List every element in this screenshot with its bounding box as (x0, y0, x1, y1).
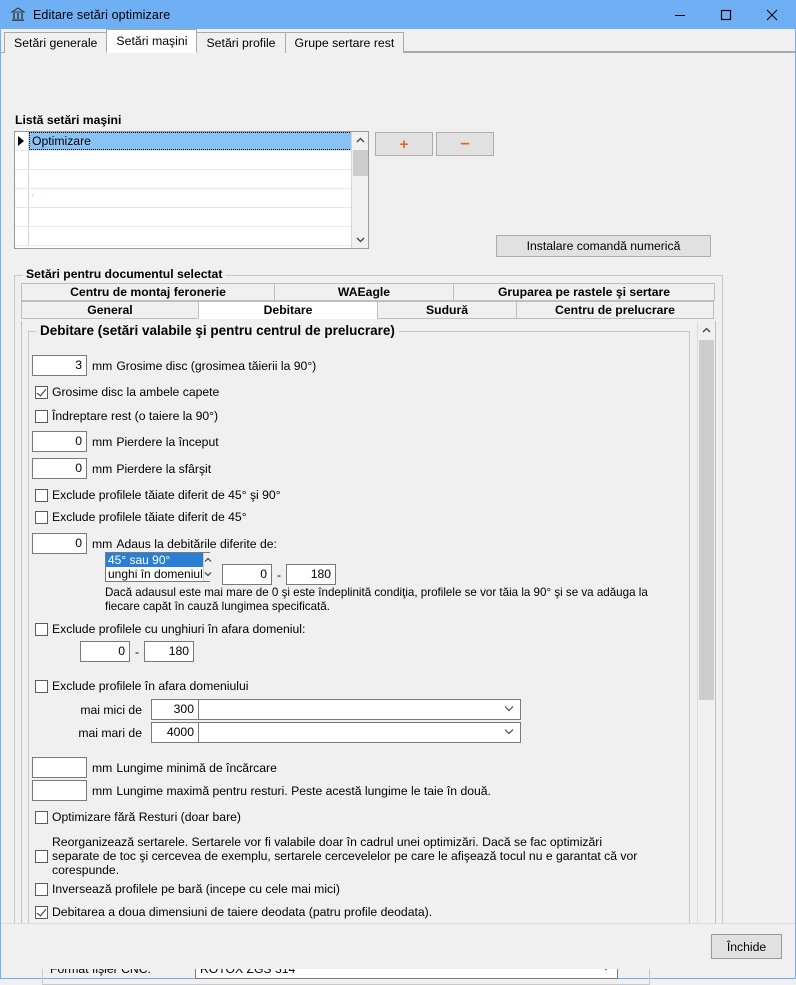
scroll-down-icon[interactable] (352, 231, 368, 248)
list-item-label: Optimizare (29, 132, 368, 150)
window-title: Editare setări optimizare (33, 8, 171, 22)
loss-start-unit: mm (92, 434, 113, 449)
addition-mode-list[interactable] (105, 552, 210, 582)
exclude-45-label: Exclude profilele tăiate diferit de 45° (52, 510, 247, 524)
exclude-domain-checkbox[interactable] (35, 680, 48, 693)
exclude-45-90-label: Exclude profilele tăiate diferit de 45° şi 90° (52, 488, 281, 502)
addition-mode-option-domain[interactable]: unghi în domeniul (108, 567, 203, 581)
no-rest-label: Optimizare fără Resturi (doar bare) (52, 810, 241, 824)
disc-thickness-label: Grosime disc (grosimea tăierii la 90°) (116, 358, 317, 373)
close-icon[interactable] (749, 1, 795, 29)
reorganize-label: Reorganizează sertarele. Sertarele vor fi valabile doar în cadrul unei optimizări. Dacă se fac optimizări separate de toc şi cercevea de exemplu, sertarele cercevelelor pe care le afişează tocul nu e garantat că vor corespunde. (52, 835, 638, 877)
straighten-rest-row[interactable] (35, 409, 218, 423)
tab-waeagle[interactable]: WAEagle (274, 283, 454, 301)
tab-setari-generale[interactable]: Setări generale (4, 32, 107, 53)
min-load-length-input[interactable] (32, 757, 87, 778)
current-row-arrow-icon (18, 136, 24, 146)
loss-start-row (32, 431, 219, 452)
two-dims-row[interactable] (35, 905, 432, 919)
list-item[interactable] (15, 170, 368, 189)
addition-label: Adaus la debitările diferite de: (116, 536, 277, 551)
loss-start-input[interactable]: 0 (32, 431, 87, 452)
tab-grupare-rastele-sertare[interactable]: Gruparea pe rastele şi sertare (453, 283, 715, 301)
list-item-label (29, 227, 368, 245)
tab-setari-masini[interactable]: Setări maşini (106, 29, 197, 53)
two-dims-label: Debitarea a doua dimensiuni de taiere deodata (patru profile deodata). (52, 905, 433, 919)
tab-grupe-sertare-rest[interactable]: Grupe sertare rest (285, 32, 405, 53)
exclude-angles-from[interactable]: 0 (80, 641, 130, 662)
addition-row (32, 533, 277, 554)
scroll-down-icon[interactable] (204, 567, 212, 581)
two-dims-checkbox[interactable] (35, 906, 48, 919)
scroll-up-icon[interactable] (352, 132, 368, 149)
larger-than-label: mai mari de (78, 725, 142, 740)
both-ends-label: Grosime disc la ambele capete (52, 385, 220, 399)
tab-debitare[interactable]: Debitare (198, 301, 378, 319)
both-ends-checkbox[interactable] (35, 386, 48, 399)
disc-thickness-unit: mm (92, 358, 113, 373)
range-separator: - (135, 644, 140, 659)
tab-strip-filler (403, 31, 795, 52)
exclude-angles-row[interactable] (35, 622, 305, 636)
minus-icon: – (460, 132, 470, 152)
loss-end-label: Pierdere la sfârşit (116, 461, 212, 476)
document-tab-row-top (21, 283, 716, 301)
exclude-45-90-row[interactable] (35, 488, 281, 502)
min-load-length-row (32, 757, 277, 778)
addition-help-text: Dacă adausul este mai mare de 0 şi este îndeplinită condiţia, profilele se vor tăia la 90° şi se va adăuga la fiecare capăt în cauză lungimea specificată. (105, 586, 648, 613)
larger-than-input[interactable]: 4000 (151, 722, 199, 743)
list-item[interactable] (15, 151, 368, 170)
loss-end-row (32, 458, 211, 479)
straighten-rest-label: Îndreptare rest (o taiere la 90°) (52, 409, 219, 423)
machine-list-scrollbar[interactable] (351, 132, 368, 248)
maximize-icon[interactable] (703, 1, 749, 29)
range-separator: - (277, 567, 282, 582)
chevron-down-icon (504, 728, 514, 738)
exclude-45-90-checkbox[interactable] (35, 489, 48, 502)
addition-mode-scrollbar[interactable] (203, 553, 212, 581)
document-settings-title: Setări pentru documentul selectat (23, 267, 225, 281)
remove-machine-button[interactable] (436, 132, 494, 156)
smaller-than-label: mai mici de (80, 702, 142, 717)
title-bar (1, 1, 795, 29)
row-gutter (15, 170, 29, 188)
smaller-than-input[interactable]: 300 (151, 699, 199, 720)
addition-input[interactable]: 0 (32, 533, 87, 554)
reorganize-row[interactable] (35, 835, 655, 877)
main-tab-strip (1, 29, 795, 53)
invert-label: Inversează profilele pe bară (incepe cu cele mai mici) (52, 882, 340, 896)
list-item-label (29, 170, 368, 188)
tab-centru-montaj-feronerie[interactable]: Centru de montaj feronerie (21, 283, 275, 301)
max-rest-length-row (32, 780, 491, 801)
scroll-up-icon[interactable] (204, 553, 212, 567)
list-item[interactable] (15, 208, 368, 227)
loss-start-label: Pierdere la început (116, 434, 219, 449)
exclude-domain-row[interactable] (35, 679, 248, 693)
add-machine-button[interactable] (375, 132, 433, 156)
tab-general[interactable]: General (21, 301, 199, 319)
smaller-than-combo[interactable] (198, 699, 521, 720)
disc-thickness-row (32, 355, 316, 376)
larger-than-combo[interactable] (198, 722, 521, 743)
list-item-label (29, 151, 368, 169)
minimize-icon[interactable] (657, 1, 703, 29)
close-button[interactable]: Închide (711, 934, 782, 959)
exclude-45-checkbox[interactable] (35, 511, 48, 524)
addition-range-from[interactable]: 0 (222, 564, 272, 585)
machine-list-label: Listă setări maşini (15, 113, 122, 127)
loss-end-input[interactable]: 0 (32, 458, 87, 479)
dialog-footer (1, 923, 795, 969)
no-rest-row[interactable] (35, 810, 241, 824)
exclude-angles-label: Exclude profilele cu unghiuri în afara domeniul: (52, 622, 306, 636)
list-item[interactable] (15, 227, 368, 246)
row-gutter (15, 151, 29, 169)
row-gutter (15, 189, 29, 207)
addition-unit: mm (92, 536, 113, 551)
list-item-label (29, 208, 368, 226)
debitare-panel-scrollbar[interactable] (697, 322, 714, 953)
scroll-up-icon[interactable] (698, 322, 714, 339)
debitare-group-title: Debitare (setări valabile şi pentru centrul de prelucrare) (36, 323, 399, 338)
invert-row[interactable] (35, 882, 340, 896)
install-cnc-button[interactable]: Instalare comandă numerică (496, 235, 711, 257)
row-gutter (15, 227, 29, 245)
list-item[interactable] (15, 189, 368, 208)
tab-page-setari-masini (1, 53, 795, 969)
addition-range-to[interactable]: 180 (286, 564, 336, 585)
exclude-angles-range-row (80, 641, 194, 662)
min-load-length-label: Lungime minimă de încărcare (116, 760, 277, 775)
list-item[interactable] (15, 132, 368, 151)
invert-checkbox[interactable] (35, 883, 48, 896)
addition-mode-option-45-90[interactable]: 45° sau 90° (106, 553, 203, 567)
tab-setari-profile[interactable]: Setări profile (196, 32, 285, 53)
max-rest-length-input[interactable] (32, 780, 87, 801)
exclude-angles-checkbox[interactable] (35, 623, 48, 636)
larger-than-row (57, 722, 521, 743)
min-load-length-unit: mm (92, 760, 113, 775)
addition-range-row (222, 564, 336, 585)
reorganize-checkbox[interactable] (35, 850, 48, 863)
document-tab-matrix (21, 283, 716, 319)
loss-end-unit: mm (92, 461, 113, 476)
chevron-down-icon (504, 705, 514, 715)
exclude-angles-to[interactable]: 180 (144, 641, 194, 662)
debitare-panel (21, 321, 716, 954)
both-ends-row[interactable] (35, 385, 219, 399)
app-icon (10, 7, 26, 23)
straighten-rest-checkbox[interactable] (35, 410, 48, 423)
disc-thickness-input[interactable]: 3 (32, 355, 87, 376)
document-tab-row-bottom (21, 301, 716, 319)
row-gutter (15, 208, 29, 226)
max-rest-length-unit: mm (92, 783, 113, 798)
scrollbar-thumb[interactable] (353, 150, 368, 176)
max-rest-length-label: Lungime maximă pentru resturi. Peste acestă lungime le taie în două. (116, 783, 491, 798)
plus-icon: + (399, 135, 409, 153)
tab-sudura[interactable]: Sudură (377, 301, 517, 319)
no-rest-checkbox[interactable] (35, 811, 48, 824)
scrollbar-thumb[interactable] (699, 340, 714, 700)
machine-list[interactable] (14, 131, 369, 249)
row-indicator-gutter (15, 132, 29, 150)
tab-centru-prelucrare[interactable]: Centru de prelucrare (516, 301, 714, 319)
list-item-label: ' (32, 193, 34, 203)
exclude-domain-label: Exclude profilele în afara domeniului (52, 679, 249, 693)
window-controls (657, 1, 795, 29)
exclude-45-row[interactable] (35, 510, 247, 524)
smaller-than-row (57, 699, 521, 720)
